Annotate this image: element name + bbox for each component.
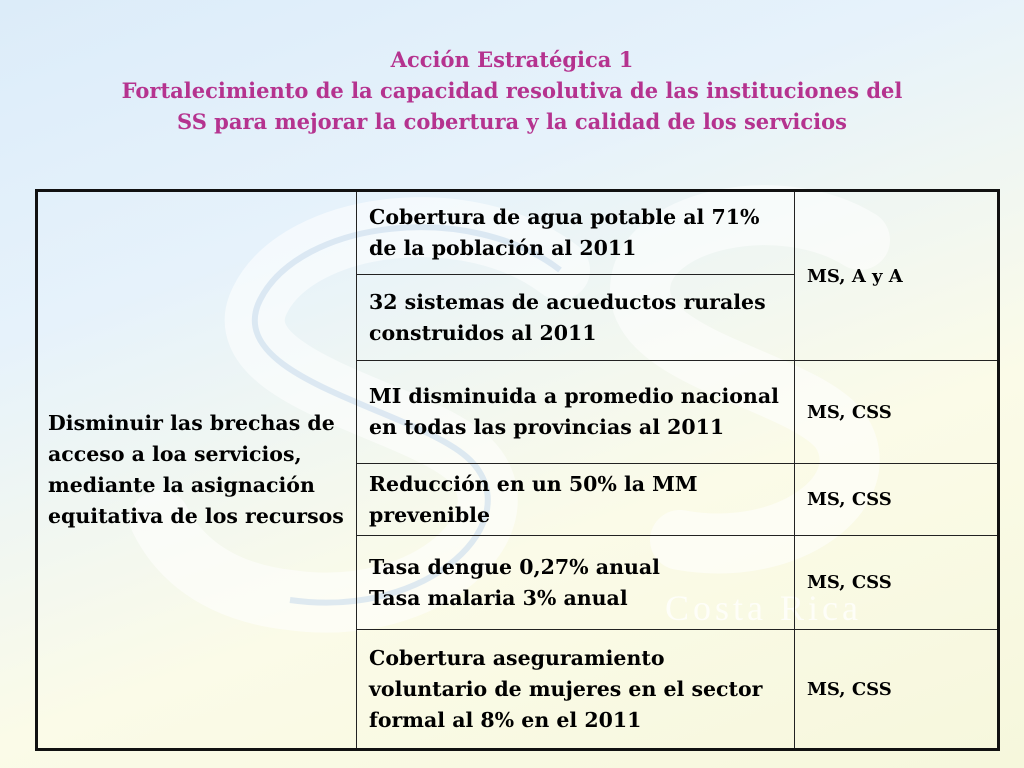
goal-text-3: MI disminuida a promedio nacional en todas las provincias al 2011 xyxy=(369,384,779,439)
watermark-text: Costa Rica xyxy=(665,588,862,628)
goal-cell-1 xyxy=(357,191,795,275)
responsible-cell-2 xyxy=(795,361,999,464)
goal-cell-3 xyxy=(357,361,795,464)
goal-cell-5 xyxy=(357,536,795,630)
responsible-text-1: MS, A y A xyxy=(807,265,903,287)
title-line-1: Acción Estratégica 1 xyxy=(390,47,634,72)
goal-text-6: Cobertura aseguramiento voluntario de mujeres en el sector formal al 8% en el 2011 xyxy=(369,645,763,732)
goal-text-1: Cobertura de agua potable al 71% de la población al 2011 xyxy=(369,205,760,260)
responsible-text-4: MS, CSS xyxy=(807,572,892,593)
goal-text-5b: Tasa malaria 3% anual xyxy=(369,585,628,610)
goal-text-2: 32 sistemas de acueductos rurales construidos al 2011 xyxy=(369,289,766,345)
page-title xyxy=(0,44,1024,137)
objective-cell xyxy=(37,191,357,750)
strategy-table xyxy=(35,189,1000,751)
responsible-cell-1 xyxy=(795,191,999,361)
objective-text: Disminuir las brechas de acceso a loa servicios, mediante la asignación equitativa de los recursos xyxy=(48,411,344,528)
responsible-text-2: MS, CSS xyxy=(807,401,892,423)
title-line-2: Fortalecimiento de la capacidad resolutiva de las instituciones del xyxy=(121,78,903,103)
title-line-3: SS para mejorar la cobertura y la calidad de los servicios xyxy=(177,109,847,134)
responsible-cell-3 xyxy=(795,464,999,536)
responsible-text-5: MS, CSS xyxy=(807,678,892,700)
responsible-cell-5 xyxy=(795,630,999,750)
responsible-cell-4 xyxy=(795,536,999,630)
responsible-text-3: MS, CSS xyxy=(807,489,892,510)
goal-cell-2 xyxy=(357,275,795,361)
goal-text-4: Reducción en un 50% la MM prevenible xyxy=(369,471,698,527)
goal-cell-4 xyxy=(357,464,795,536)
goal-cell-6 xyxy=(357,630,795,750)
goal-text-5a: Tasa dengue 0,27% anual xyxy=(369,554,660,579)
